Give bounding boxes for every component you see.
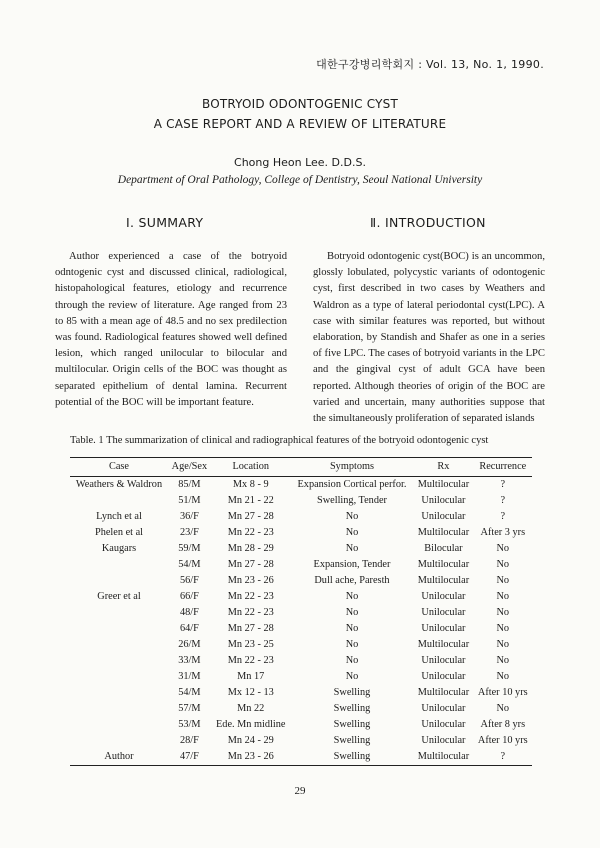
- table-cell: Greer et al: [97, 591, 141, 602]
- table-cell: Expansion Cortical perfor.: [297, 479, 407, 490]
- table-cell: No: [496, 639, 510, 650]
- table-cell: Bilocular: [424, 543, 463, 554]
- table-cell: Mx 12 - 13: [227, 687, 274, 698]
- table-cell: Mn 22: [237, 703, 265, 714]
- table-cell: Mx 8 - 9: [232, 479, 269, 490]
- table-cell: [70, 557, 168, 573]
- table-cell: No: [496, 591, 510, 602]
- summary-paragraph: Author experienced a case of the botryoid odntogenic cyst and discussed clinical, radiological, histopahological features, etiology and recurrence through the review of literature. Age ranged from 23 to 85 with a mean age of 48.5 and no sex predilection was found. Radiological features showed well defined lesion, which ranged unilocular to bilocular and multilocular. Origin cells of the BOC was thought as separated epithelium of dental lamina. Recurrent potential of the BOC will be important feature.: [55, 251, 287, 408]
- table-caption: Table. 1 The summarization of clinical and radiographical features of the botryoid odontogenic cyst: [70, 435, 489, 446]
- table-cell: [70, 621, 168, 637]
- table-row: [70, 573, 532, 589]
- table-cell: Mn 17: [237, 671, 265, 682]
- table-cell: No: [345, 607, 359, 618]
- summary-heading: Ⅰ. SUMMARY: [126, 215, 204, 230]
- table-cell: Ede. Mn midline: [216, 719, 286, 730]
- table-cell: [70, 493, 168, 509]
- introduction-column: [313, 249, 545, 427]
- title-block: [0, 94, 600, 134]
- table-cell: No: [345, 623, 359, 634]
- table-header-row: [70, 458, 532, 477]
- table-cell: 31/M: [178, 671, 201, 682]
- table-cell: After 10 yrs: [477, 687, 528, 698]
- table-cell: No: [496, 543, 510, 554]
- table-cell: Multilocular: [417, 527, 470, 538]
- table-cell: [70, 605, 168, 621]
- table-cell: [70, 733, 168, 749]
- table-cell: 54/M: [178, 687, 201, 698]
- table-cell: 48/F: [179, 607, 199, 618]
- table-cell: Mn 27 - 28: [227, 623, 274, 634]
- author-name: Chong Heon Lee. D.D.S.: [234, 156, 366, 169]
- table-cell: 51/M: [178, 495, 201, 506]
- table-cell: Mn 22 - 23: [227, 655, 274, 666]
- table-cell: Multilocular: [417, 559, 470, 570]
- table-cell: Multilocular: [417, 687, 470, 698]
- table-cell: 23/F: [179, 527, 199, 538]
- column-header: Symptoms: [329, 461, 375, 472]
- table-cell: Mn 27 - 28: [227, 559, 274, 570]
- table-cell: Unilocular: [421, 623, 466, 634]
- table-cell: 28/F: [179, 735, 199, 746]
- table-cell: No: [496, 607, 510, 618]
- table-cell: Unilocular: [421, 703, 466, 714]
- table-row: [70, 733, 532, 749]
- table-cell: Mn 22 - 23: [227, 607, 274, 618]
- table-cell: Mn 27 - 28: [227, 511, 274, 522]
- table-row: [70, 605, 532, 621]
- table-cell: 47/F: [179, 751, 199, 762]
- table-cell: 64/F: [179, 623, 199, 634]
- table-cell: Unilocular: [421, 591, 466, 602]
- column-header: Recurrence: [479, 461, 527, 472]
- table-row: [70, 669, 532, 685]
- table-cell: No: [345, 655, 359, 666]
- table-cell: ?: [500, 479, 506, 490]
- table-row: [70, 621, 532, 637]
- table-cell: Mn 21 - 22: [227, 495, 274, 506]
- table-cell: [70, 701, 168, 717]
- table-cell: Multilocular: [417, 479, 470, 490]
- table-cell: 26/M: [178, 639, 201, 650]
- introduction-heading: Ⅱ. INTRODUCTION: [370, 215, 486, 230]
- table-cell: Multilocular: [417, 639, 470, 650]
- table-cell: No: [496, 655, 510, 666]
- table-cell: 56/F: [179, 575, 199, 586]
- table-cell: After 3 yrs: [480, 527, 526, 538]
- table-cell: 36/F: [179, 511, 199, 522]
- column-header: Age/Sex: [171, 461, 208, 472]
- table-cell: Mn 23 - 25: [227, 639, 274, 650]
- table-cell: 66/F: [179, 591, 199, 602]
- table-cell: Swelling: [333, 703, 371, 714]
- table-cell: No: [496, 559, 510, 570]
- table-cell: Author: [104, 751, 134, 762]
- table-cell: Mn 24 - 29: [227, 735, 274, 746]
- table-row: [70, 749, 532, 766]
- table-cell: [70, 573, 168, 589]
- table-row: [70, 717, 532, 733]
- table-cell: Multilocular: [417, 751, 470, 762]
- column-header: Rx: [437, 461, 450, 472]
- column-header: Location: [232, 461, 270, 472]
- table-cell: Swelling: [333, 751, 371, 762]
- page-number: 29: [294, 785, 306, 797]
- table-cell: Swelling, Tender: [316, 495, 387, 506]
- table-cell: [70, 637, 168, 653]
- table-cell: Phelen et al: [94, 527, 144, 538]
- table-cell: 53/M: [178, 719, 201, 730]
- table-cell: No: [496, 703, 510, 714]
- table-cell: Unilocular: [421, 735, 466, 746]
- table-cell: Unilocular: [421, 671, 466, 682]
- table-cell: After 10 yrs: [477, 735, 528, 746]
- table-cell: No: [345, 527, 359, 538]
- table-cell: No: [345, 591, 359, 602]
- table-cell: No: [496, 575, 510, 586]
- table-cell: Kaugars: [101, 543, 137, 554]
- author-affiliation: Department of Oral Pathology, College of Dentistry, Seoul National University: [117, 174, 483, 186]
- table-row: [70, 541, 532, 557]
- table-cell: [70, 653, 168, 669]
- table-cell: No: [345, 639, 359, 650]
- table-row: [70, 493, 532, 509]
- journal-header: 대한구강병리학회지 : Vol. 13, No. 1, 1990.: [316, 58, 544, 71]
- table-row: [70, 701, 532, 717]
- table-row: [70, 685, 532, 701]
- table-row: [70, 525, 532, 541]
- table-row: [70, 557, 532, 573]
- table-cell: [70, 669, 168, 685]
- table-cell: Mn 28 - 29: [227, 543, 274, 554]
- table-cell: [70, 685, 168, 701]
- table-cell: Mn 23 - 26: [227, 751, 274, 762]
- table-cell: 59/M: [178, 543, 201, 554]
- table-cell: No: [345, 543, 359, 554]
- table-cell: Mn 22 - 23: [227, 591, 274, 602]
- clinical-features-table: [70, 457, 532, 766]
- table-row: [70, 589, 532, 605]
- paper-title-line1: BOTRYOID ODONTOGENIC CYST: [202, 97, 398, 111]
- table-cell: After 8 yrs: [480, 719, 526, 730]
- table-cell: Unilocular: [421, 607, 466, 618]
- table-cell: Unilocular: [421, 655, 466, 666]
- table-row: [70, 653, 532, 669]
- table-cell: 33/M: [178, 655, 201, 666]
- summary-column: [55, 249, 287, 411]
- table-row: [70, 509, 532, 525]
- table-cell: Weathers & Waldron: [75, 479, 163, 490]
- introduction-paragraph: Botryoid odontogenic cyst(BOC) is an uncommon, glossly lobulated, polycystic variants of odontogenic cyst, first described in two cases by Weathers and Waldron as a type of lateral periodontal cyst(LPC). A case with similar features was reported, but without elaboration, by Standish and Shafer as one in a series of five LPC. The cases of botryoid variants in the LPC and the gingival cyst of adult GCA have been reported. Although theories of origin of the BOC are varied and uncertain, many authorities suppose that the simultaneously proliferation of separated islands: [313, 251, 545, 425]
- table-cell: 54/M: [178, 559, 201, 570]
- table-body: [70, 477, 532, 766]
- table-cell: Multilocular: [417, 575, 470, 586]
- table-cell: Lynch et al: [96, 511, 142, 522]
- table-cell: Unilocular: [421, 511, 466, 522]
- table-cell: Dull ache, Paresth: [314, 575, 390, 586]
- table-cell: ?: [500, 511, 506, 522]
- table-cell: No: [496, 671, 510, 682]
- table-cell: Unilocular: [421, 719, 466, 730]
- table-cell: Swelling: [333, 687, 371, 698]
- table-cell: Swelling: [333, 719, 371, 730]
- table-cell: Swelling: [333, 735, 371, 746]
- table-row: [70, 637, 532, 653]
- table-cell: 85/M: [178, 479, 201, 490]
- table-cell: ?: [500, 751, 506, 762]
- table-cell: Expansion, Tender: [313, 559, 391, 570]
- column-header: Case: [108, 461, 129, 472]
- table-cell: Mn 22 - 23: [227, 527, 274, 538]
- table-cell: No: [345, 671, 359, 682]
- table-cell: Mn 23 - 26: [227, 575, 274, 586]
- table-cell: No: [496, 623, 510, 634]
- paper-title-line2: A CASE REPORT AND A REVIEW OF LITERATURE: [153, 117, 447, 131]
- table-cell: 57/M: [178, 703, 201, 714]
- table-row: [70, 477, 532, 494]
- table-cell: ?: [500, 495, 506, 506]
- table-cell: No: [345, 511, 359, 522]
- table-cell: Unilocular: [421, 495, 466, 506]
- table-cell: [70, 717, 168, 733]
